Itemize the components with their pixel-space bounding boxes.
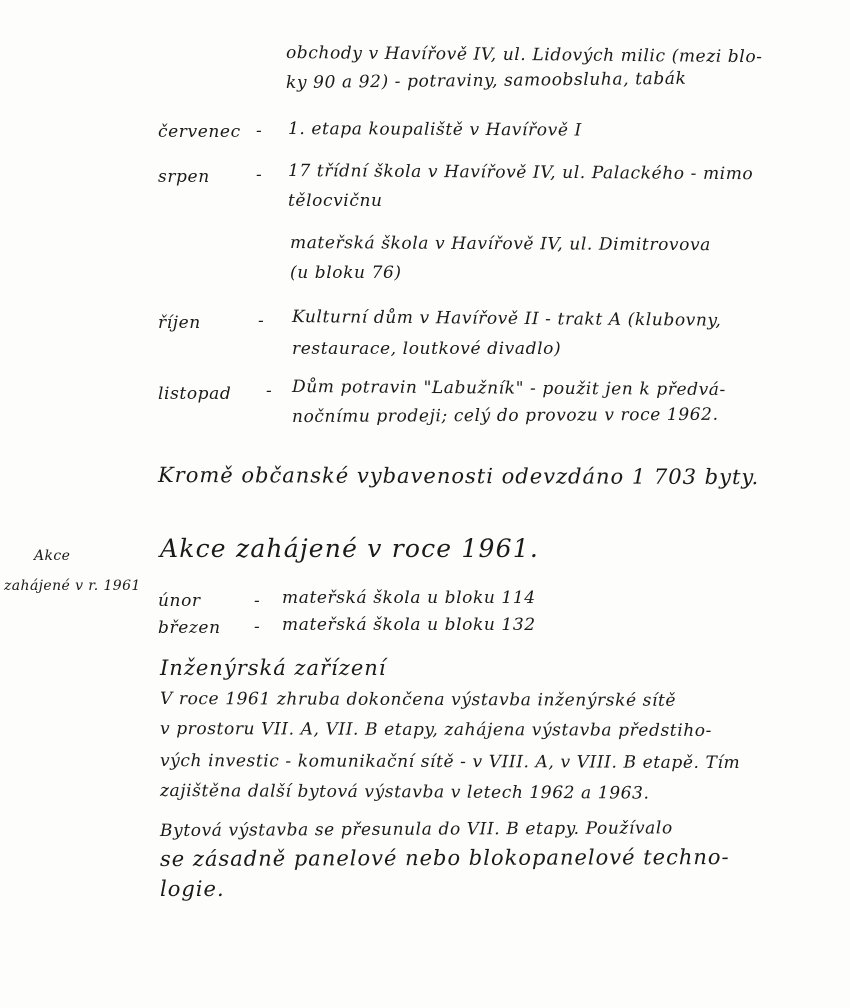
entry-line: restaurace, loutkové divadlo) — [292, 339, 562, 359]
entry-line: mateřská škola v Havířově IV, ul. Dimitrovova — [289, 233, 711, 256]
engineering-line: vých investic - komunikační sítě - v VIII. A, v VIII. B etapě. Tím — [159, 751, 741, 774]
entry-dash: - — [254, 591, 261, 611]
entry-line: (u bloku 76) — [290, 263, 402, 283]
entry-line: Dům potravin "Labužník" - použit jen k předvá- — [291, 377, 726, 401]
summary-line: Kromě občanské vybavenosti odevzdáno 1 703 byty. — [157, 463, 760, 490]
entry-dash: - — [266, 381, 273, 401]
month-label: březen — [158, 618, 221, 638]
engineering-heading: Inženýrská zařízení — [160, 656, 387, 680]
entry-line: Kulturní dům v Havířově II - trakt A (klubovny, — [291, 307, 722, 331]
entry-line: 17 třídní škola v Havířově IV, ul. Palackého - mimo — [287, 161, 754, 185]
shops-line-1: obchody v Havířově IV, ul. Lidových milic (mezi blo- — [285, 43, 763, 68]
month-label: říjen — [158, 313, 201, 333]
margin-note-line-2: zahájené v r. 1961 — [4, 578, 141, 594]
shops-line-2: ky 90 a 92) - potraviny, samoobsluha, tabák — [285, 68, 687, 93]
month-label: listopad — [158, 384, 232, 404]
month-label: srpen — [158, 167, 210, 187]
month-label: únor — [158, 591, 201, 611]
entry-dash: - — [256, 121, 263, 141]
engineering-line: V roce 1961 zhruba dokončena výstavba inženýrské sítě — [159, 689, 677, 711]
entry-dash: - — [254, 617, 261, 637]
engineering-line: zajištěna další bytová výstavba v letech 1962 a 1963. — [159, 781, 650, 804]
entry-line: tělocvičnu — [288, 191, 383, 211]
housing-line: se zásadně panelové nebo blokopanelové techno- — [159, 845, 730, 871]
engineering-line: v prostoru VII. A, VII. B etapy, zahájena výstavba předstiho- — [159, 719, 713, 741]
entry-dash: - — [258, 311, 265, 331]
entry-line: nočnímu prodeji; celý do provozu v roce 1962. — [291, 404, 719, 427]
month-label: červenec — [158, 122, 241, 142]
housing-line: logie. — [160, 877, 225, 901]
housing-line: Bytová výstavba se přesunula do VII. B etapy. Používalo — [159, 818, 673, 841]
entry-line: 1. etapa koupaliště v Havířově I — [287, 119, 582, 141]
entry-dash: - — [256, 165, 263, 185]
entry-line: mateřská škola u bloku 132 — [282, 615, 536, 635]
margin-note-line-1: Akce — [34, 548, 71, 564]
section-heading: Akce zahájené v roce 1961. — [160, 534, 540, 563]
entry-line: mateřská škola u bloku 114 — [282, 588, 536, 608]
